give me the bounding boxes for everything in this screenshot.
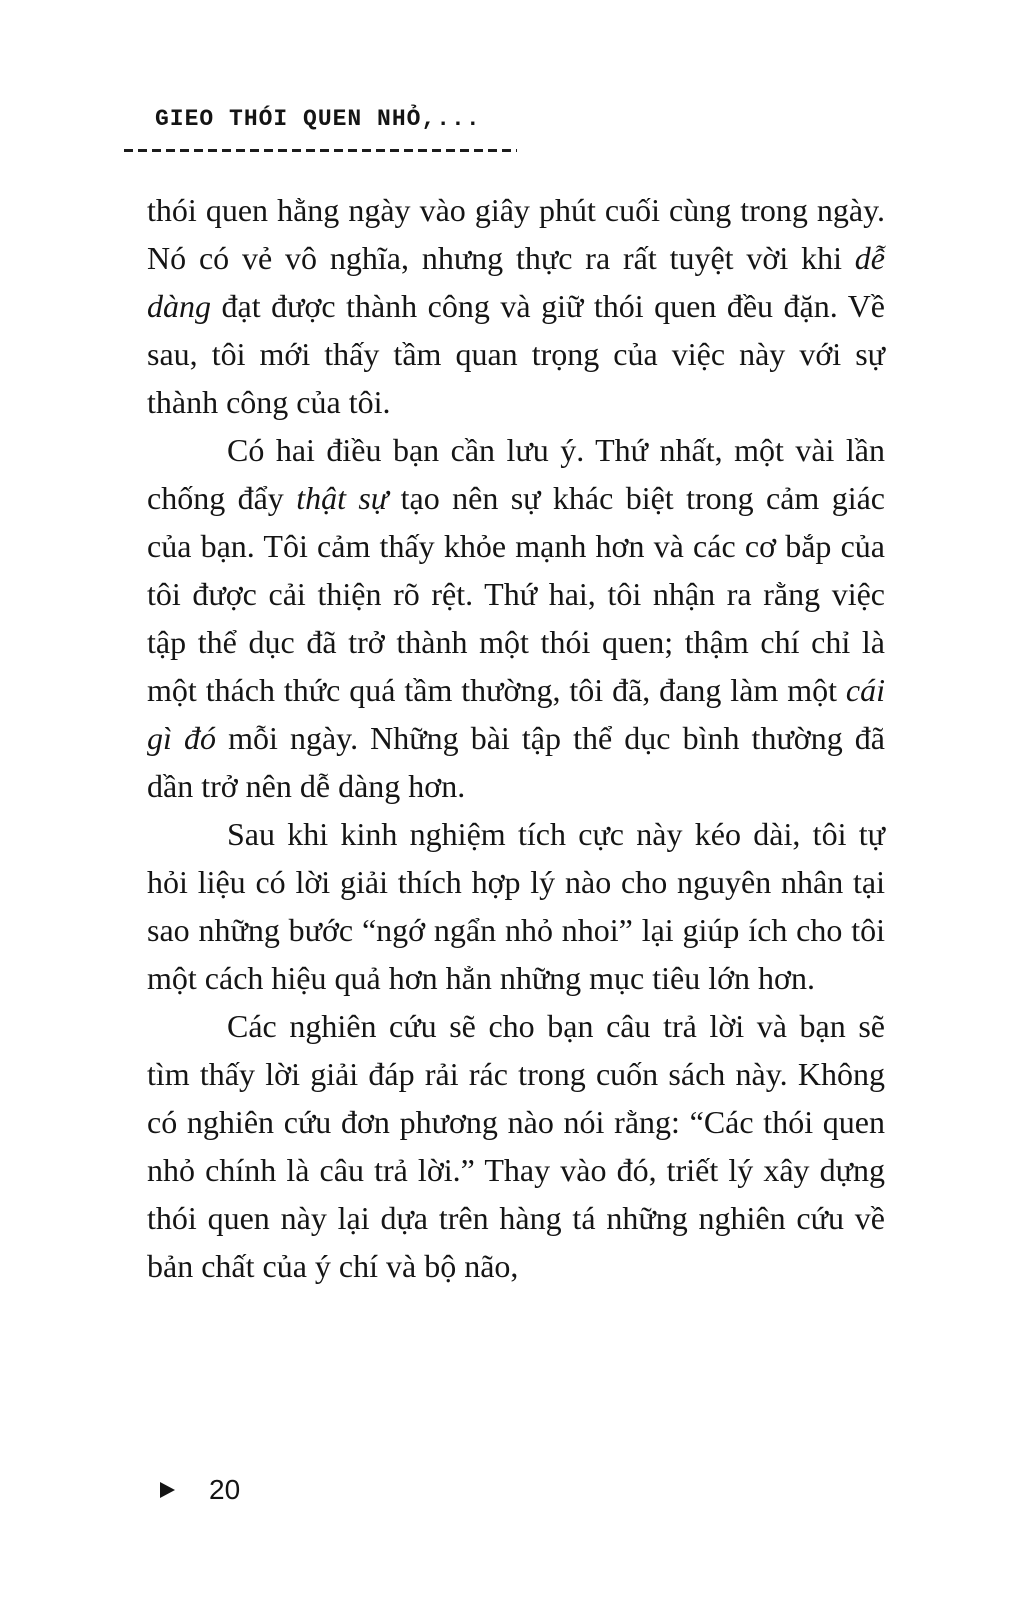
paragraph-2-text: mỗi ngày. Những bài tập thể dục bình thường đã dần trở nên dễ dàng hơn. xyxy=(147,720,886,804)
paragraph-1 xyxy=(147,186,885,426)
paragraph-3-text: Sau khi kinh nghiệm tích cực này kéo dài, tôi tự hỏi liệu có lời giải thích hợp lý nào cho nguyên nhân tại sao những bước “ngớ ngẩn nhỏ nhoi” lại giúp ích cho tôi một cách hiệu quả hơn hẳn những mục tiêu lớn hơn. xyxy=(147,816,885,996)
paragraph-2-italic: cái gì đó xyxy=(147,672,885,756)
paragraph-2-italic: thật sự xyxy=(296,480,389,516)
right-triangle-icon xyxy=(160,1482,175,1498)
paragraph-1-text: thói quen hằng ngày vào giây phút cuối cùng trong ngày. Nó có vẻ vô nghĩa, nhưng thực ra rất tuyệt vời khi xyxy=(147,192,885,276)
page-number: 20 xyxy=(209,1474,241,1505)
running-header-title: GIEO THÓI QUEN NHỎ,... xyxy=(155,106,481,132)
paragraph-2 xyxy=(147,426,885,810)
paragraph-3 xyxy=(147,810,885,1002)
header-dashed-rule xyxy=(124,149,517,152)
page-body xyxy=(147,186,885,1290)
paragraph-2-text: tạo nên sự khác biệt trong cảm giác của bạn. Tôi cảm thấy khỏe mạnh hơn và các cơ bắp của tôi được cải thiện rõ rệt. Thứ hai, tôi nhận ra rằng việc tập thể dục đã trở thành một thói quen; thậm chí chỉ là một thách thức quá tầm thường, tôi đã, đang làm một xyxy=(147,480,886,708)
paragraph-1-text: đạt được thành công và giữ thói quen đều đặn. Về sau, tôi mới thấy tầm quan trọng của việc này với sự thành công của tôi. xyxy=(147,288,885,420)
paragraph-2-text: Có hai điều bạn cần lưu ý. Thứ nhất, một vài lần chống đẩy xyxy=(147,432,885,516)
paragraph-1-italic: dễ dàng xyxy=(147,240,885,324)
paragraph-4 xyxy=(147,1002,885,1290)
page-footer xyxy=(160,1470,240,1510)
paragraph-4-text: Các nghiên cứu sẽ cho bạn câu trả lời và bạn sẽ tìm thấy lời giải đáp rải rác trong cuốn sách này. Không có nghiên cứu đơn phương nào nói rằng: “Các thói quen nhỏ chính là câu trả lời.” Thay vào đó, triết lý xây dựng thói quen này lại dựa trên hàng tá những nghiên cứu về bản chất của ý chí và bộ não, xyxy=(147,1008,885,1284)
